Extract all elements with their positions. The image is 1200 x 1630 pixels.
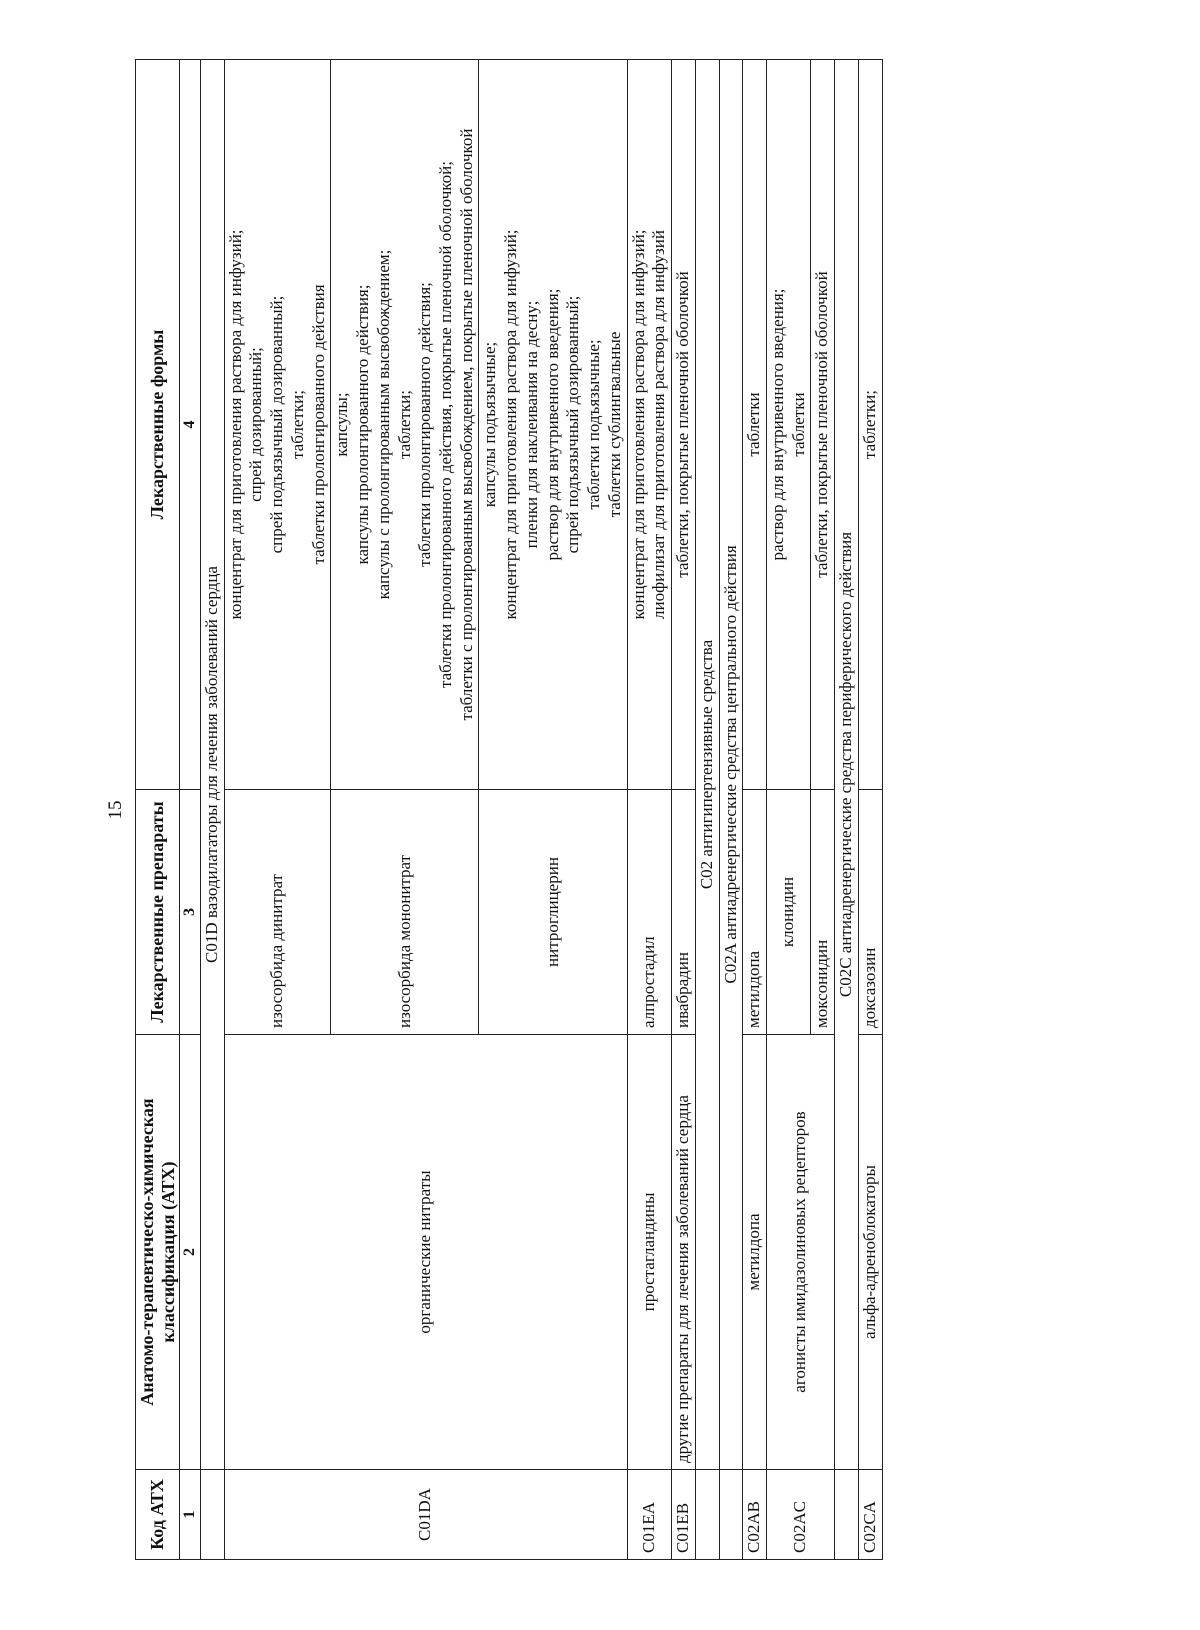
form-line: капсулы пролонгированного действия;: [353, 284, 373, 565]
form-line: таблетки подъязычные;: [584, 339, 604, 510]
column-number: 1: [180, 1470, 201, 1560]
form-line: концентрат для приготовления раствора для инфузий;: [225, 229, 245, 620]
form-line: таблетки сублингвальные: [604, 331, 624, 518]
preparation-name: клонидин: [766, 790, 810, 1035]
table-row: [224, 60, 331, 1560]
form-line: таблетки;: [394, 390, 414, 459]
section-row: [719, 60, 743, 1560]
atx-classification: агонисты имидазолиновых рецепторов: [766, 1035, 834, 1470]
table-row: [766, 60, 810, 1560]
dosage-forms: [766, 60, 810, 790]
atx-classification: органические нитраты: [224, 1035, 627, 1470]
atx-classification: другие препараты для лечения заболеваний сердца: [672, 1035, 696, 1470]
form-line: таблетки;: [287, 390, 307, 459]
header-code: Код АТХ: [136, 1470, 180, 1560]
form-line: спрей подъязычный дозированный;: [563, 295, 583, 554]
header-classification: Анатомо-терапевтическо-химическая классификация (АТХ): [136, 1035, 180, 1470]
atx-code: C02CA: [858, 1470, 882, 1560]
dosage-forms: [627, 60, 671, 790]
atx-classification: метилдопа: [743, 1035, 767, 1470]
preparation-name: изосорбида мононитрат: [331, 790, 479, 1035]
form-line: таблетки;: [859, 390, 879, 459]
form-line: таблетки, покрытые пленочной оболочкой: [812, 271, 832, 578]
preparation-name: изосорбида динитрат: [224, 790, 331, 1035]
form-line: таблетки: [744, 392, 764, 457]
preparation-name: ивабрадин: [672, 790, 696, 1035]
rotated-content: [95, 60, 1105, 1560]
preparation-name: моксонидин: [811, 790, 835, 1035]
section-title: C02 антигипертензивные средства: [695, 60, 719, 1470]
section-spacer: [719, 1470, 743, 1560]
column-number: 3: [180, 790, 201, 1035]
atx-table: [135, 59, 883, 1560]
section-spacer: [200, 1470, 224, 1560]
section-row: [695, 60, 719, 1560]
form-line: раствор для внутривенного введения;: [542, 288, 562, 561]
dosage-forms: [479, 60, 627, 790]
table-row: [743, 60, 767, 1560]
form-line: таблетки: [788, 392, 808, 457]
dosage-forms: [672, 60, 696, 790]
section-spacer: [835, 1470, 859, 1560]
header-row: [136, 60, 180, 1560]
table-row: [627, 60, 671, 1560]
form-line: таблетки пролонгированного действия;: [415, 282, 435, 567]
form-line: таблетки пролонгированного действия, покрытые пленочной оболочкой;: [435, 161, 455, 688]
section-title: C02A антиадренергические средства центрального действия: [719, 60, 743, 1470]
form-line: спрей дозированный;: [246, 347, 266, 502]
form-line: лиофилизат для приготовления раствора для инфузий: [649, 230, 669, 619]
column-number: 2: [180, 1035, 201, 1470]
dosage-forms: [224, 60, 331, 790]
atx-code: C01EA: [627, 1470, 671, 1560]
dosage-forms: [743, 60, 767, 790]
section-row: [835, 60, 859, 1560]
atx-classification: простагландины: [627, 1035, 671, 1470]
section-row: [200, 60, 224, 1560]
atx-code: C01EB: [672, 1470, 696, 1560]
form-line: концентрат для приготовления раствора для инфузий;: [628, 229, 648, 620]
section-title: C01D вазодилататоры для лечения заболеваний сердца: [200, 60, 224, 1470]
form-line: капсулы с пролонгированным высвобождением;: [373, 249, 393, 600]
column-number: 4: [180, 60, 201, 790]
table-row: [858, 60, 882, 1560]
page-number: 15: [105, 800, 126, 820]
table-row: [672, 60, 696, 1560]
column-number-row: [180, 60, 201, 1560]
atx-code: C01DA: [224, 1470, 627, 1560]
preparation-name: доксазозин: [858, 790, 882, 1035]
preparation-name: алпростадил: [627, 790, 671, 1035]
form-line: таблетки с пролонгированным высвобождением, покрытые пленочной оболочкой: [456, 128, 476, 721]
dosage-forms: [858, 60, 882, 790]
form-line: таблетки, покрытые пленочной оболочкой: [673, 271, 693, 578]
section-spacer: [695, 1470, 719, 1560]
form-line: раствор для внутривенного введения;: [767, 288, 787, 561]
atx-code: C02AB: [743, 1470, 767, 1560]
form-line: таблетки пролонгированного действия: [308, 284, 328, 565]
header-forms: Лекарственные формы: [136, 60, 180, 790]
form-line: спрей подъязычный дозированный;: [267, 295, 287, 554]
dosage-forms: [811, 60, 835, 790]
preparation-name: метилдопа: [743, 790, 767, 1035]
form-line: пленки для наклеивания на десну;: [521, 300, 541, 549]
atx-classification: альфа-адреноблокаторы: [858, 1035, 882, 1470]
form-line: капсулы;: [332, 392, 352, 457]
section-title: C02C антиадренергические средства периферического действия: [835, 60, 859, 1470]
preparation-name: нитроглицерин: [479, 790, 627, 1035]
form-line: капсулы подъязычные;: [480, 341, 500, 508]
form-line: концентрат для приготовления раствора для инфузий;: [501, 229, 521, 620]
atx-code: C02AC: [766, 1470, 834, 1560]
header-preparations: Лекарственные препараты: [136, 790, 180, 1035]
dosage-forms: [331, 60, 479, 790]
